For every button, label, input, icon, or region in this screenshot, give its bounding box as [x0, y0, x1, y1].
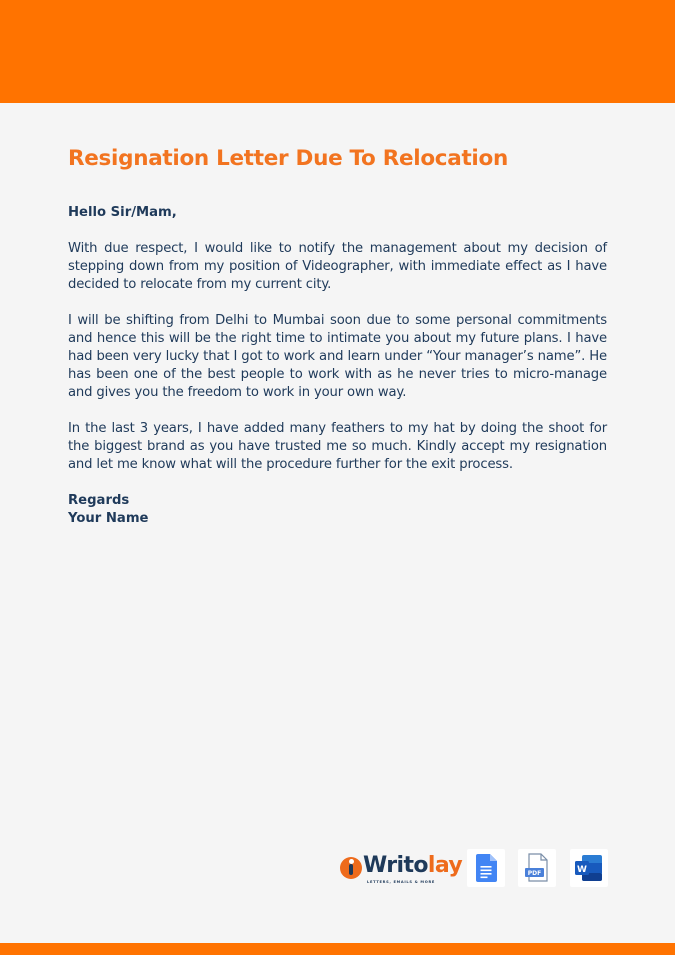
- word-download-button[interactable]: [570, 849, 608, 887]
- letter-greeting: Hello Sir/Mam,: [68, 205, 177, 220]
- closing-regards: Regards: [68, 493, 130, 508]
- letter-closing: [68, 492, 607, 528]
- closing-signature: Your Name: [68, 511, 149, 526]
- letter-title: Resignation Letter Due To Relocation: [68, 146, 508, 171]
- letter-paragraph-1: With due respect, I would like to notify the management about my decision of stepping down from my position of Videographer, with immediate effect as I have decided to relocate from my current city.: [68, 241, 607, 292]
- brand-name-main: Writo: [363, 853, 428, 878]
- pdf-icon-label: PDF: [527, 870, 542, 877]
- google-docs-icon: [467, 849, 505, 887]
- letter-paragraph-2: I will be shifting from Delhi to Mumbai soon due to some personal commitments and hence this will be the right time to intimate you about my future plans. I have had been very lucky that I got to work and learn under “Your manager’s name”. He has been one of the best people to work with as he never tries to micro-manage and gives you the freedom to work in your own way.: [68, 313, 607, 400]
- pdf-icon: [518, 849, 556, 887]
- word-icon-label: W: [577, 865, 587, 875]
- letter-paragraph-3: In the last 3 years, I have added many feathers to my hat by doing the shoot for the biggest brand as you have trusted me so much. Kindly accept my resignation and let me know what will the procedure further for the exit process.: [68, 421, 607, 472]
- header-band: [0, 0, 675, 103]
- brand-tagline: LETTERS, EMAILS & MORE: [367, 880, 436, 884]
- writolay-logo-icon: [340, 857, 362, 879]
- footer-band: [0, 943, 675, 955]
- google-docs-download-button[interactable]: [467, 849, 505, 887]
- writolay-logo[interactable]: [340, 853, 463, 884]
- word-icon: [570, 849, 608, 887]
- pdf-download-button[interactable]: [518, 849, 556, 887]
- brand-name: [363, 853, 462, 879]
- letter-body: [68, 140, 607, 528]
- brand-name-accent: lay: [427, 853, 463, 878]
- footer-branding: [340, 849, 610, 887]
